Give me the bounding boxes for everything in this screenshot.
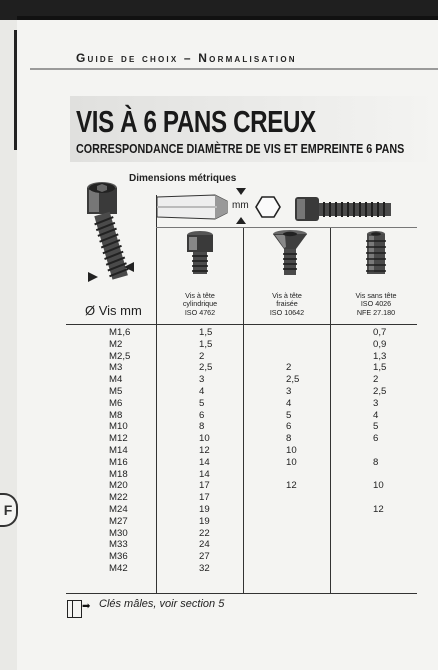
dimension-arrows-icon bbox=[234, 186, 248, 226]
screw-size-cell: M12 bbox=[109, 433, 128, 445]
screw-size-cell: M2 bbox=[109, 338, 123, 350]
set-screw-key-cell: 4 bbox=[373, 409, 379, 421]
countersunk-key-cell bbox=[286, 551, 299, 563]
cylindrical-key-cell: 2,5 bbox=[199, 362, 213, 374]
cylindrical-key-cell: 6 bbox=[199, 409, 205, 421]
page-title: VIS À 6 PANS CREUX bbox=[76, 104, 316, 139]
countersunk-key-cell bbox=[286, 339, 299, 351]
countersunk-screw-icon bbox=[271, 229, 311, 277]
set-screw-key-cell: 1,3 bbox=[373, 350, 387, 362]
set-screw-key-cell: 8 bbox=[373, 456, 379, 468]
countersunk-key-cell: 8 bbox=[286, 433, 292, 445]
cylindrical-key-cell: 1,5 bbox=[199, 327, 213, 338]
cylindrical-key-cell: 14 bbox=[199, 456, 210, 468]
cylindrical-key-cell: 24 bbox=[199, 539, 210, 551]
screw-diameter-header: Ø Vis mm bbox=[85, 303, 142, 318]
set-screw-key-cell: 2,5 bbox=[373, 385, 387, 397]
table-rule bbox=[330, 227, 331, 593]
screw-size-cell: M10 bbox=[109, 421, 128, 433]
hexagon-icon bbox=[255, 195, 281, 219]
section-label: Dimensions métriques bbox=[129, 173, 237, 184]
screw-size-cell: M36 bbox=[109, 551, 128, 563]
screw-size-cell: M16 bbox=[109, 456, 128, 468]
cylindrical-key-cell: 17 bbox=[199, 480, 210, 492]
arrow-right-icon: ➡ bbox=[82, 601, 91, 612]
set-screw-key-cell bbox=[373, 539, 386, 551]
screw-size-cell: M22 bbox=[109, 492, 128, 504]
screw-size-cell: M14 bbox=[109, 444, 128, 456]
header-rule bbox=[30, 68, 438, 70]
set-screw-key-cell: 12 bbox=[373, 503, 384, 515]
set-screw-key-cell: 10 bbox=[373, 480, 384, 492]
set-screw-key-cell bbox=[373, 528, 386, 540]
cap-screw-icon bbox=[293, 193, 403, 227]
page-subtitle: CORRESPONDANCE DIAMÈTRE DE VIS ET EMPREINTE 6 PANS bbox=[76, 142, 405, 156]
cylindrical-key-cell: 8 bbox=[199, 421, 205, 433]
cap-screw-icon bbox=[183, 230, 219, 276]
footnote-link[interactable]: Clés mâles, voir section 5 bbox=[99, 598, 225, 610]
cylindrical-key-cell: 32 bbox=[199, 562, 210, 574]
set-screw-icon bbox=[364, 229, 390, 277]
cylindrical-key-cell: 4 bbox=[199, 385, 205, 397]
countersunk-key-cell bbox=[286, 469, 299, 481]
table-rule bbox=[243, 227, 244, 593]
set-screw-key-cell: 3 bbox=[373, 397, 379, 409]
countersunk-key-column bbox=[286, 327, 299, 575]
screw-size-cell: M4 bbox=[109, 374, 123, 386]
set-screw-key-cell bbox=[373, 563, 386, 575]
screw-size-cell: M18 bbox=[109, 468, 128, 480]
countersunk-key-cell bbox=[286, 504, 299, 516]
cylindrical-key-cell: 10 bbox=[199, 433, 210, 445]
screw-size-cell: M42 bbox=[109, 562, 128, 574]
table-rule bbox=[66, 593, 417, 594]
set-screw-key-cell: 5 bbox=[373, 421, 379, 433]
hex-key-icon bbox=[157, 191, 231, 223]
cylindrical-key-cell: 22 bbox=[199, 527, 210, 539]
screw-size-cell: M30 bbox=[109, 527, 128, 539]
countersunk-key-cell: 4 bbox=[286, 397, 292, 409]
cylindrical-key-cell: 14 bbox=[199, 468, 210, 480]
set-screw-key-cell bbox=[373, 492, 386, 504]
countersunk-key-cell bbox=[286, 528, 299, 540]
cylindrical-key-cell: 2 bbox=[199, 350, 205, 362]
set-screw-key-cell: 0,7 bbox=[373, 327, 387, 338]
set-screw-key-cell bbox=[373, 551, 386, 563]
cylindrical-key-cell: 12 bbox=[199, 444, 210, 456]
screw-size-cell: M24 bbox=[109, 503, 128, 515]
screw-size-cell: M2,5 bbox=[109, 350, 131, 362]
set-screw-key-cell: 0,9 bbox=[373, 338, 387, 350]
countersunk-key-cell: 12 bbox=[286, 480, 297, 492]
set-screw-key-cell bbox=[373, 445, 386, 457]
countersunk-key-cell bbox=[286, 563, 299, 575]
countersunk-key-cell bbox=[286, 516, 299, 528]
screw-size-cell: M33 bbox=[109, 539, 128, 551]
countersunk-key-cell: 10 bbox=[286, 444, 297, 456]
cylindrical-key-cell: 3 bbox=[199, 374, 205, 386]
countersunk-key-cell: 2,5 bbox=[286, 374, 300, 386]
mm-label: mm bbox=[232, 200, 249, 211]
screw-size-cell: M3 bbox=[109, 362, 123, 374]
running-header: Guide de choix – Normalisation bbox=[76, 51, 297, 65]
book-page-icon bbox=[72, 600, 82, 618]
screw-size-cell: M27 bbox=[109, 515, 128, 527]
cylindrical-key-cell: 1,5 bbox=[199, 338, 213, 350]
countersunk-key-cell bbox=[286, 492, 299, 504]
countersunk-key-cell bbox=[286, 539, 299, 551]
screw-size-cell: M1,6 bbox=[109, 327, 131, 338]
cylindrical-key-cell: 5 bbox=[199, 397, 205, 409]
set-screw-key-cell: 6 bbox=[373, 433, 379, 445]
set-screw-key-cell: 1,5 bbox=[373, 362, 387, 374]
cylindrical-key-cell: 27 bbox=[199, 551, 210, 563]
cylindrical-key-cell: 17 bbox=[199, 492, 210, 504]
table-rule bbox=[156, 195, 157, 593]
screw-size-cell: M5 bbox=[109, 385, 123, 397]
socket-screw-icon bbox=[78, 178, 140, 286]
countersunk-key-cell: 5 bbox=[286, 409, 292, 421]
countersunk-key-cell: 2 bbox=[286, 362, 292, 374]
column-header-set-screw: Vis sans tête ISO 4026 NFE 27.180 bbox=[355, 291, 397, 317]
countersunk-key-cell bbox=[286, 327, 299, 339]
countersunk-key-cell: 10 bbox=[286, 456, 297, 468]
column-header-cylindrical: Vis à tête cylindrique ISO 4762 bbox=[182, 291, 218, 317]
cylindrical-key-cell: 19 bbox=[199, 515, 210, 527]
cylindrical-key-cell: 19 bbox=[199, 503, 210, 515]
set-screw-key-cell bbox=[373, 469, 386, 481]
countersunk-key-cell: 6 bbox=[286, 421, 292, 433]
screw-size-cell: M6 bbox=[109, 397, 123, 409]
section-tab: F bbox=[0, 493, 18, 527]
screw-size-column bbox=[109, 327, 130, 575]
countersunk-key-cell bbox=[286, 351, 299, 363]
table-rule bbox=[156, 227, 417, 228]
set-screw-key-cell: 2 bbox=[373, 374, 379, 386]
column-header-countersunk: Vis à tête fraisée ISO 10642 bbox=[269, 291, 305, 317]
set-screw-key-cell bbox=[373, 516, 386, 528]
cylindrical-key-column bbox=[199, 327, 212, 575]
screw-size-cell: M8 bbox=[109, 409, 123, 421]
countersunk-key-cell: 3 bbox=[286, 385, 292, 397]
table-rule bbox=[66, 324, 417, 325]
set-screw-key-column bbox=[373, 327, 386, 575]
screw-size-cell: M20 bbox=[109, 480, 128, 492]
